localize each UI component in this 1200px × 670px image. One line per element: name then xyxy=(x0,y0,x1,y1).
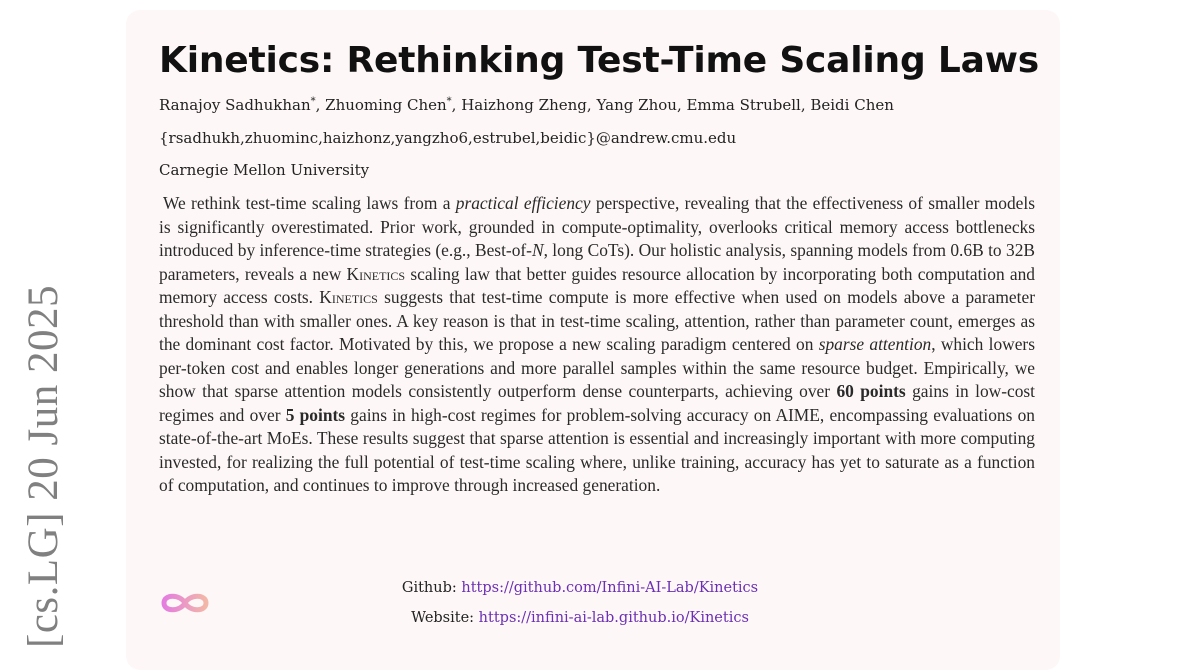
infinity-logo-icon xyxy=(159,588,211,618)
author-list: Ranajoy Sadhukhan*, Zhuoming Chen*, Haizhong Zheng, Yang Zhou, Emma Strubell, Beidi Chen xyxy=(159,96,894,114)
abstract-text: perspective, revealing that the effectiveness of smaller models is significantly overestimated. Prior work, grounded in compute-optimality, overlooks critical memory access bottlenecks introduced by inference-time strategies (e.g., Best-of- xyxy=(159,193,1035,260)
author: Emma Strubell xyxy=(686,96,801,114)
arxiv-stamp: [cs.LG] 20 Jun 2025 xyxy=(20,284,67,648)
abstract-text: suggests that test-time compute is more effective when used on models above a parameter threshold than with smaller ones. A key reason is that in test-time scaling, attention, rather than parameter count, emerges as the dominant cost factor. Motivated by this, we propose a new scaling paradigm centered on xyxy=(159,287,1035,354)
website-link-row xyxy=(360,610,800,626)
equal-contribution-mark: * xyxy=(446,96,452,107)
abstract-bold: 5 points xyxy=(285,404,346,425)
github-label: Github: xyxy=(401,580,457,596)
abstract-text: We rethink test-time scaling laws from a xyxy=(163,193,456,213)
paper-card xyxy=(126,10,1060,670)
author-emails: {rsadhukh,zhuominc,haizhonz,yangzho6,estrubel,beidic}@andrew.cmu.edu xyxy=(159,129,737,147)
abstract-text: , long CoTs). Our holistic analysis, spanning models from 0.6B to 32B parameters, reveals a new xyxy=(159,240,1035,284)
github-link-row xyxy=(360,580,800,596)
author: Beidi Chen xyxy=(810,96,894,114)
abstract-text: , which lowers per-token cost and enables longer generations and more parallel samples within the same resource budget. Empirically, we show that sparse attention models consistently outperform dense counterparts, achieving over xyxy=(159,334,1035,401)
abstract-bold: 60 points xyxy=(836,381,906,401)
paper-title: Kinetics: Rethinking Test-Time Scaling Laws xyxy=(159,40,1040,81)
abstract-emphasis: N xyxy=(531,240,544,260)
abstract-emphasis: practical efficiency xyxy=(455,193,591,213)
abstract-text: scaling law that better guides resource allocation by incorporating both computation and memory access costs. xyxy=(159,263,1035,307)
abstract-text: gains in low-cost regimes and over xyxy=(159,381,1036,425)
kinetics-name: Kinetics xyxy=(346,263,406,284)
author: Zhuoming Chen xyxy=(325,96,447,114)
github-url[interactable]: https://github.com/Infini-AI-Lab/Kinetics xyxy=(461,580,759,596)
author: Ranajoy Sadhukhan xyxy=(159,96,311,114)
author: Yang Zhou xyxy=(596,96,677,114)
author: Haizhong Zheng xyxy=(461,96,587,114)
website-label: Website: xyxy=(411,610,475,626)
website-url[interactable]: https://infini-ai-lab.github.io/Kinetics xyxy=(478,610,749,626)
abstract-text: gains in high-cost regimes for problem-solving accuracy on AIME, encompassing evaluations on state-of-the-art MoEs. These results suggest that sparse attention is essential and increasingly important with more computing invested, for realizing the full potential of test-time scaling where, unlike training, accuracy has yet to saturate as a function of computation, and continues to improve through increased generation. xyxy=(159,404,1035,495)
abstract xyxy=(159,192,1035,498)
equal-contribution-mark: * xyxy=(310,96,316,107)
affiliation: Carnegie Mellon University xyxy=(159,161,370,179)
abstract-emphasis: sparse attention xyxy=(818,334,932,354)
kinetics-name: Kinetics xyxy=(319,287,378,307)
